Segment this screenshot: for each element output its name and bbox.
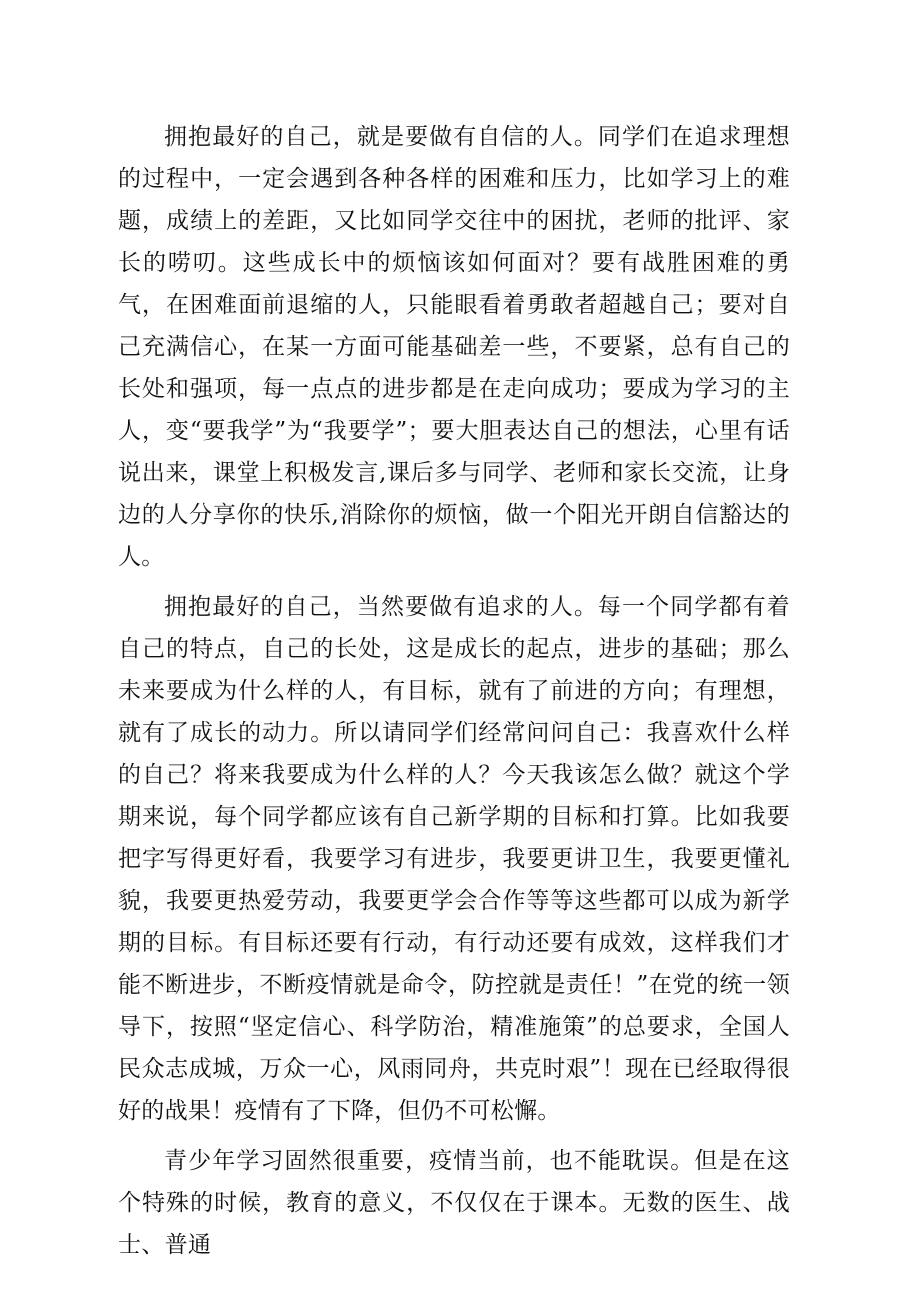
paragraph-1: 拥抱最好的自己，就是要做有自信的人。同学们在追求理想的过程中，一定会遇到各种各样的困难和压力，比如学习上的难题，成绩上的差距，又比如同学交往中的困扰，老师的批评、家长的唠叨。这些成长中的烦恼该如何面对？要有战胜困难的勇气，在困难面前退缩的人，只能眼看着勇敢者超越自己；要对自己充满信心，在某一方面可能基础差一些，不要紧，总有自己的长处和强项，每一点点的进步都是在走向成功；要成为学习的主人，变“要我学”为“我要学”；要大胆表达自己的想法，心里有话说出来，课堂上积极发言,课后多与同学、老师和家长交流，让身边的人分享你的快乐,消除你的烦恼，做一个阳光开朗自信豁达的人。 — [118, 124, 790, 570]
paragraph-2: 拥抱最好的自己，当然要做有追求的人。每一个同学都有着自己的特点，自己的长处，这是成长的起点，进步的基础；那么未来要成为什么样的人，有目标，就有了前进的方向；有理想，就有了成长的动力。所以请同学们经常问问自己：我喜欢什么样的自己？将来我要成为什么样的人？今天我该怎么做？就这个学期来说，每个同学都应该有自己新学期的目标和打算。比如我要把字写得更好看，我要学习有进步，我要更讲卫生，我要更懂礼貌，我要更热爱劳动，我要更学会合作等等这些都可以成为新学期的目标。有目标还要有行动，有行动还要有成效，这样我们才能不断进步，不断疫情就是命令，防控就是责任！”在党的统一领导下，按照“坚定信心、科学防治，精准施策”的总要求，全国人民众志成城，万众一心，风雨同舟，共克时艰”！现在已经取得很好的战果！疫情有了下降，但仍不可松懈。 — [118, 594, 790, 1124]
document-body — [118, 116, 790, 1274]
paragraph-3: 青少年学习固然很重要，疫情当前，也不能耽误。但是在这个特殊的时候，教育的意义，不仅仅在于课本。无数的医生、战士、普通 — [118, 1148, 790, 1258]
